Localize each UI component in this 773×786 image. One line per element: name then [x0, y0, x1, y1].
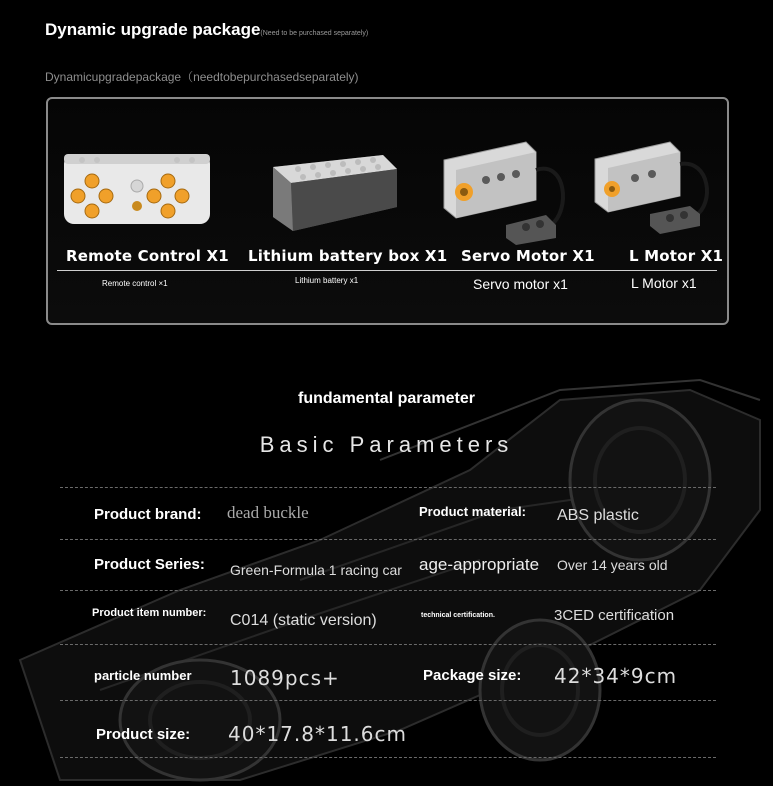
param-label: Product brand:	[94, 506, 202, 523]
package-item-sub: Remote control ×1	[102, 279, 168, 288]
row-divider	[60, 487, 716, 488]
remote-control-icon	[62, 146, 212, 226]
page-title	[45, 20, 368, 40]
param-value: Over 14 years old	[557, 557, 668, 573]
servo-motor-icon	[436, 130, 576, 245]
params-heading: Basic Parameters	[259, 432, 514, 457]
l-motor-icon	[590, 134, 720, 234]
title-note: (Need to be purchased separately)	[260, 30, 369, 37]
package-item-label: Remote Control X1	[66, 247, 229, 265]
page-subtitle: Dynamicupgradepackage（needtobepurchasedseparately)	[45, 70, 359, 84]
param-label: Product material:	[419, 504, 526, 519]
param-label: technical certification.	[421, 612, 495, 619]
row-divider	[60, 590, 716, 591]
title-text: Dynamic upgrade package	[45, 20, 261, 39]
row-divider	[60, 700, 716, 701]
package-item-sub: L Motor x1	[631, 275, 697, 291]
param-value: Green-Formula 1 racing car	[230, 562, 402, 578]
param-value: 3CED certification	[554, 607, 675, 624]
param-value: 42*34*9cm	[554, 664, 678, 688]
section-title: fundamental parameter	[298, 390, 475, 407]
package-item-label: L Motor X1	[629, 247, 724, 265]
param-value: ABS plastic	[557, 507, 639, 524]
package-item-label: Lithium battery box X1	[248, 247, 448, 265]
param-value: 40*17.8*11.6cm	[228, 722, 407, 746]
row-divider	[60, 757, 716, 758]
param-label: Product Series:	[94, 556, 205, 573]
row-divider	[60, 539, 716, 540]
row-divider	[60, 644, 716, 645]
param-value: 1089pcs+	[230, 666, 340, 690]
package-item-sub: Servo motor x1	[473, 276, 568, 292]
battery-box-icon	[263, 147, 403, 233]
param-value: dead buckle	[227, 503, 309, 522]
package-item-sub: Lithium battery x1	[295, 276, 359, 285]
param-label: age-appropriate	[419, 555, 540, 574]
param-label: particle number	[94, 668, 192, 683]
param-label: Product item number:	[92, 607, 207, 619]
package-divider	[57, 270, 717, 271]
param-label: Product size:	[96, 726, 191, 743]
param-value: C014 (static version)	[230, 612, 377, 629]
param-label: Package size:	[423, 667, 522, 684]
package-item-label: Servo Motor X1	[461, 247, 595, 265]
